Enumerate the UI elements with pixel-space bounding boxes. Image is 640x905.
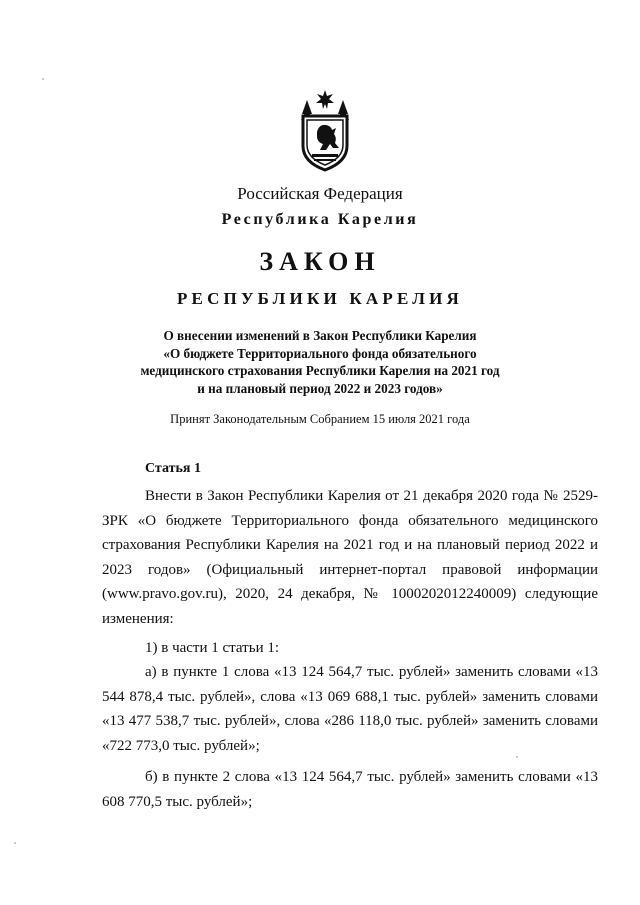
scan-speck	[516, 756, 518, 758]
law-name	[0, 327, 640, 397]
emblem-shield-icon	[295, 88, 355, 172]
body-paragraph: б) в пункте 2 слова «13 124 564,7 тыс. рублей» заменить словами «13 608 770,5 тыс. рублей»;	[102, 769, 598, 810]
body-paragraph: Внести в Закон Республики Карелия от 21 декабря 2020 года № 2529-ЗРК «О бюджете Территориального фонда обязательного медицинского страхования Республики Карелия на 2021 год и на плановый период 2022 и 2023 годов» (Официальный интернет-портал правовой информации (www.pravo.gov.ru), 2020, 24 декабря, № 1000202012240009) следующие изменения:	[102, 488, 598, 627]
law-name-line: и на плановый период 2022 и 2023 годов»	[197, 380, 443, 396]
law-title: ЗАКОН	[259, 247, 381, 276]
law-subtitle: РЕСПУБЛИКИ КАРЕЛИЯ	[176, 289, 464, 308]
karelia-emblem	[295, 88, 355, 172]
law-name-line: О внесении изменений в Закон Республики Карелия	[163, 328, 477, 343]
republic-heading: Республика Карелия	[221, 211, 419, 228]
article-heading: Статья 1	[145, 461, 201, 476]
law-name-line: «О бюджете Территориального фонда обязательного	[163, 345, 477, 361]
adoption-note: Принят Законодательным Собранием 15 июля 2021 года	[170, 412, 470, 426]
scan-speck	[42, 78, 44, 80]
federation-heading: Российская Федерация	[237, 184, 403, 203]
law-name-line: медицинского страхования Республики Карелия на 2021 год	[140, 363, 500, 378]
body-paragraph: а) в пункте 1 слова «13 124 564,7 тыс. рублей» заменить словами «13 544 878,4 тыс. рублей», слова «13 069 688,1 тыс. рублей» заменить словами «13 477 538,7 тыс. рублей», слова «286 118,0 тыс. рублей» заменить словами «722 773,0 тыс. рублей»;	[102, 664, 598, 754]
body-paragraph: 1) в части 1 статьи 1:	[145, 640, 280, 656]
scan-speck	[14, 842, 16, 844]
